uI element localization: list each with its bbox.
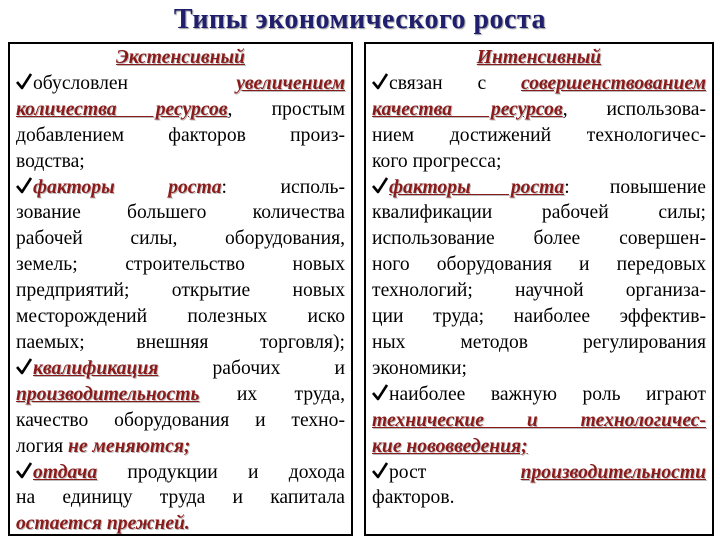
intensive-line-1: связан с совершенствованием — [372, 71, 706, 97]
intensive-line-13: наиболее важную роль играют — [372, 382, 706, 408]
extensive-line-1: обусловлен увеличением — [16, 71, 345, 97]
intensive-line-3: нием достижений технологичес- — [372, 124, 706, 146]
extensive-line-14: качество оборудования и техно- — [16, 409, 345, 431]
intensive-line-12: экономики; — [372, 357, 467, 379]
checkmark-icon — [16, 177, 32, 195]
checkmark-icon — [372, 462, 388, 480]
intensive-line-14: технические и технологичес- — [372, 409, 706, 431]
checkmark-icon — [372, 384, 388, 402]
extensive-line-5: факторы роста: исполь- — [16, 175, 345, 201]
intensive-line-9: технологий; научной организа- — [372, 280, 706, 302]
checkmark-icon — [16, 462, 32, 480]
intensive-line-5: факторы роста: повышение — [372, 175, 706, 201]
intensive-line-17: факторов. — [372, 487, 455, 509]
intensive-line-16: рост производительности — [372, 460, 706, 486]
checkmark-icon — [372, 177, 388, 195]
checkmark-icon — [16, 358, 32, 376]
extensive-line-6: зование большего количества — [16, 202, 345, 224]
extensive-growth-column — [8, 42, 353, 536]
extensive-line-9: предприятий; открытие новых — [16, 280, 345, 302]
extensive-line-13: производительность их труда, — [16, 383, 345, 405]
extensive-line-10: месторождений полезных иско — [16, 306, 345, 328]
extensive-line-12: квалификация рабочих и — [16, 356, 345, 382]
intensive-growth-column — [364, 42, 714, 536]
intensive-line-4: кого прогресса; — [372, 150, 502, 172]
extensive-line-18: остается прежней. — [16, 513, 190, 535]
intensive-line-15: кие нововведения; — [372, 435, 528, 457]
extensive-line-7: рабочей силы, оборудования, — [16, 228, 345, 250]
page-title: Типы экономического роста — [173, 4, 547, 35]
intensive-line-8: ного оборудования и передовых — [372, 254, 706, 276]
intensive-line-10: ции труда; наиболее эффектив- — [372, 306, 706, 328]
extensive-line-2: количества ресурсов, простым — [16, 98, 345, 120]
extensive-line-15: логия не меняются; — [16, 435, 191, 457]
extensive-line-3: добавлением факторов произ- — [16, 124, 345, 146]
extensive-heading: Экстенсивный — [116, 47, 245, 68]
intensive-line-11: ных методов регулирования — [372, 331, 706, 353]
intensive-line-2: качества ресурсов, использова- — [372, 98, 707, 120]
checkmark-icon — [16, 73, 32, 91]
checkmark-icon — [372, 73, 388, 91]
intensive-heading: Интенсивный — [476, 47, 602, 68]
extensive-line-11: паемых; внешняя торговля); — [16, 331, 345, 353]
intensive-line-6: квалификации рабочей силы; — [372, 202, 706, 224]
intensive-line-7: использование более совершен- — [372, 228, 706, 250]
extensive-line-8: земель; строительство новых — [16, 254, 345, 276]
extensive-line-4: водства; — [16, 150, 85, 172]
extensive-line-16: отдача продукции и дохода — [16, 460, 345, 486]
extensive-line-17: на единицу труда и капитала — [16, 487, 345, 509]
